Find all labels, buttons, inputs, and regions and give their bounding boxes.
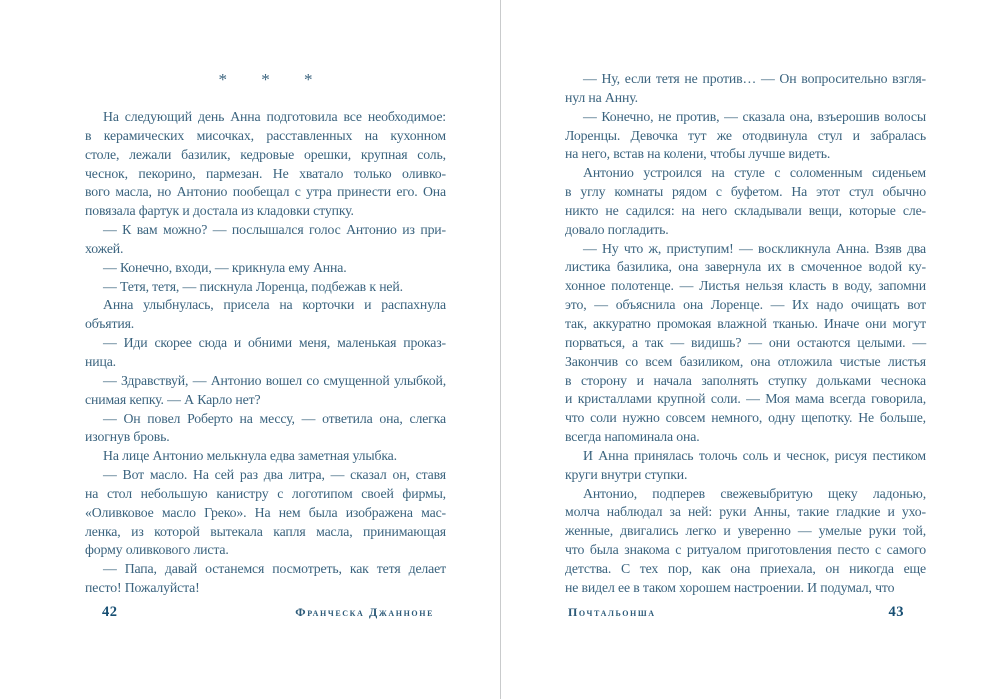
text-line: круги внутри ступки. xyxy=(565,466,688,482)
text-line: Антонио устроился на стуле с соломенным сиденьем xyxy=(583,165,926,181)
text-line: молча наблюдал за ней: руки Анны, такие гладкие и ухо- xyxy=(565,504,926,520)
text-line: — К вам можно? — послышался голос Антонио из при- xyxy=(103,222,446,238)
text-line: на него, встав на колени, чтобы лучше видеть. xyxy=(565,146,831,162)
page-right-text-body xyxy=(565,70,926,598)
text-line: что соли нужно совсем немного, одну щепотку. Не больше, xyxy=(565,410,926,426)
text-line: форму оливкового листа. xyxy=(85,542,229,558)
text-line: — Ну что ж, приступим! — воскликнула Анна. Взяв два xyxy=(583,240,926,256)
text-line: хонное полотенце. — Листья нельзя класть в воду, запомни xyxy=(565,278,926,294)
page-right xyxy=(565,0,926,699)
text-line: — Папа, давай останемся посмотреть, как тетя делает xyxy=(103,561,446,577)
text-line: это, — объяснила она Лоренце. — Их надо очищать вот xyxy=(565,297,926,313)
text-line: порваться, а так — видишь? — они остаются целыми. — xyxy=(565,334,926,350)
text-line: — Конечно, не против, — сказала она, взъерошив волосы xyxy=(583,108,926,124)
text-line: — Конечно, входи, — крикнула ему Анна. xyxy=(103,259,347,275)
text-line: Анна улыбнулась, присела на корточки и распахнула xyxy=(103,297,446,313)
text-line: нул на Анну. xyxy=(565,89,638,105)
running-head-title: Почтальонша xyxy=(568,605,656,619)
text-line: в сторону и начала заполнять ступку дольками чеснока xyxy=(565,372,926,388)
text-line: ница. xyxy=(85,353,116,369)
running-head-author: Франческа Джанноне xyxy=(295,605,434,619)
page-right-footer xyxy=(565,601,926,623)
text-line: так, аккуратно промокая влажной тканью. Иначе они могут xyxy=(565,315,926,331)
text-line: в углу комнаты рядом с буфетом. На этот стул обычно xyxy=(565,184,926,200)
text-line: песто! Пожалуйста! xyxy=(85,580,200,596)
text-line: листика базилика, она завернула их в смоченное водой ку- xyxy=(565,259,926,275)
text-line: не видел ее в таком хорошем настроении. И подумал, что xyxy=(565,579,895,595)
text-line: — Иди скорее сюда и обними меня, маленькая проказ- xyxy=(103,335,446,351)
page-gutter-divider xyxy=(500,0,501,699)
text-line: довало погладить. xyxy=(565,221,669,237)
text-line: в керамических мисочках, расставленных на кухонном xyxy=(85,127,446,143)
text-line: Лоренцы. Девочка тут же отодвинула стул и забралась xyxy=(565,127,926,143)
text-line: женные, двигались легко и уверенно — умелые руки той, xyxy=(565,523,926,539)
text-line: объятия. xyxy=(85,316,135,332)
text-line: всегда напоминала она. xyxy=(565,429,700,445)
text-line: Антонио, подперев свежевыбритую щеку ладонью, xyxy=(583,485,926,501)
text-line: столе, лежали базилик, кедровые орешки, крупная соль, xyxy=(85,146,446,162)
text-line: и кристаллами крупной соли. — Моя мама всегда говорила, xyxy=(565,391,926,407)
page-left-text-body xyxy=(85,108,446,598)
page-number-left: 42 xyxy=(102,604,118,620)
text-line: Закончив со всем базиликом, она отложила чистые листья xyxy=(565,353,926,369)
text-line: На следующий день Анна подготовила все необходимое: xyxy=(103,109,446,124)
text-line: — Тетя, тетя, — пискнула Лоренца, подбежав к ней. xyxy=(103,278,403,294)
text-line: изогнув бровь. xyxy=(85,429,170,445)
text-line: никто не садился: на него складывали вещи, которые сле- xyxy=(565,202,926,218)
text-line: что была знакома с ритуалом приготовления песто с самого xyxy=(565,542,926,558)
text-line: повязала фартук и достала из кладовки ступку. xyxy=(85,203,354,219)
text-line: хожей. xyxy=(85,240,124,256)
text-line: снимая кепку. — А Карло нет? xyxy=(85,391,261,407)
page-left-footer xyxy=(85,601,446,623)
text-line: ленка, из которой вытекала капля масла, принимающая xyxy=(85,523,446,539)
text-line: — Ну, если тетя не против… — Он вопросительно взгля- xyxy=(583,71,926,86)
text-line: На лице Антонио мелькнула едва заметная улыбка. xyxy=(103,448,397,464)
text-line: на стол небольшую канистру с логотипом своей фирмы, xyxy=(85,485,446,501)
text-line: чеснок, пекорино, пармезан. Не хватало только оливко- xyxy=(85,165,446,181)
text-line: вого масла, но Антонио пообещал с утра принести его. Она xyxy=(85,184,446,200)
text-line: — Здравствуй, — Антонио вошел со смущенной улыбкой, xyxy=(103,372,446,388)
text-line: детства. С тех пор, как она приехала, он никогда еще xyxy=(565,560,926,576)
text-line: «Оливковое масло Греко». На нем была изображена мас- xyxy=(85,504,446,520)
text-line: И Анна принялась толочь соль и чеснок, рисуя пестиком xyxy=(583,447,926,463)
section-break-asterisks: * * * xyxy=(218,70,328,89)
text-line: — Он повел Роберто на мессу, — ответила она, слегка xyxy=(103,410,446,426)
page-left xyxy=(85,0,446,699)
text-line: — Вот масло. На сей раз два литра, — сказал он, ставя xyxy=(103,467,446,483)
page-number-right: 43 xyxy=(888,604,904,620)
